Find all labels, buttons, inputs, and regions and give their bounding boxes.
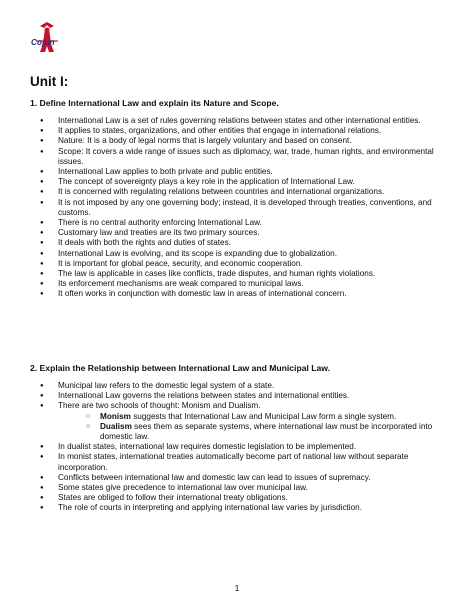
page-number: 1 <box>234 583 240 593</box>
list-item: ● International Law is evolving, and its scope is expanding due to globalization. <box>30 249 450 259</box>
term-monism: Monism <box>100 411 131 421</box>
term-dualism: Dualism <box>100 421 132 431</box>
list-item: ● It is not imposed by any one governing body; instead, it is developed through treaties, conventions, and customs. <box>30 198 450 218</box>
list-item: ● It often works in conjunction with domestic law in areas of international concern. <box>30 289 450 299</box>
logo-text: Cojun <box>31 38 55 47</box>
list-item <box>30 401 450 442</box>
list-item: ● International Law is a set of rules governing relations between states and other international entities. <box>30 116 450 126</box>
sub-list <box>58 412 450 443</box>
list-item: ● International Law governs the relations between states and international entities. <box>30 391 450 401</box>
list-item: ● The concept of sovereignty plays a key role in the application of International Law. <box>30 177 450 187</box>
list-item: ● The role of courts in interpreting and applying international law varies by jurisdiction. <box>30 503 450 513</box>
list-item: ● Municipal law refers to the domestic legal system of a state. <box>30 381 450 391</box>
section-1-heading: 1. Define International Law and explain its Nature and Scope. <box>30 98 279 108</box>
list-item: ● Some states give precedence to international law over municipal law. <box>30 483 450 493</box>
list-item: ● It deals with both the rights and duties of states. <box>30 238 450 248</box>
list-item: ● It is important for global peace, security, and economic cooperation. <box>30 259 450 269</box>
list-item: ● International Law applies to both private and public entities. <box>30 167 450 177</box>
term-description: sees them as separate systems, where international law must be incorporated into domestic law. <box>100 421 433 442</box>
section-1-list <box>30 116 450 300</box>
list-item: ● The law is applicable in cases like conflicts, trade disputes, and human rights violations. <box>30 269 450 279</box>
list-item: ● Nature: It is a body of legal norms that is largely voluntary and based on consent. <box>30 136 450 146</box>
list-item: ● Scope: It covers a wide range of issues such as diplomacy, war, trade, human rights, and environmental issues. <box>30 147 450 167</box>
sub-list-item <box>58 422 450 442</box>
list-item: ● In dualist states, international law requires domestic legislation to be implemented. <box>30 442 450 452</box>
section-2-heading: 2. Explain the Relationship between International Law and Municipal Law. <box>30 363 331 373</box>
list-item: ● It is concerned with regulating relations between countries and international organizations. <box>30 187 450 197</box>
list-item: ● Customary law and treaties are its two primary sources. <box>30 228 450 238</box>
section-2-list <box>30 381 450 514</box>
list-item: ● States are obliged to follow their international treaty obligations. <box>30 493 450 503</box>
sub-list-item <box>58 412 450 422</box>
list-item: ● There is no central authority enforcing International Law. <box>30 218 450 228</box>
unit-title: Unit I: <box>30 74 69 89</box>
list-item: ● Conflicts between international law and domestic law can lead to issues of supremacy. <box>30 473 450 483</box>
list-item: ● It applies to states, organizations, and other entities that engage in international relations. <box>30 126 450 136</box>
term-description: suggests that International Law and Municipal Law form a single system. <box>130 411 397 421</box>
list-item-text: There are two schools of thought: Monism and Dualism. <box>58 401 261 411</box>
list-item: ● Its enforcement mechanisms are weak compared to municipal laws. <box>30 279 450 289</box>
list-item: ● In monist states, international treaties automatically become part of national law without separate incorporation. <box>30 452 450 472</box>
logo-icon <box>30 20 64 54</box>
